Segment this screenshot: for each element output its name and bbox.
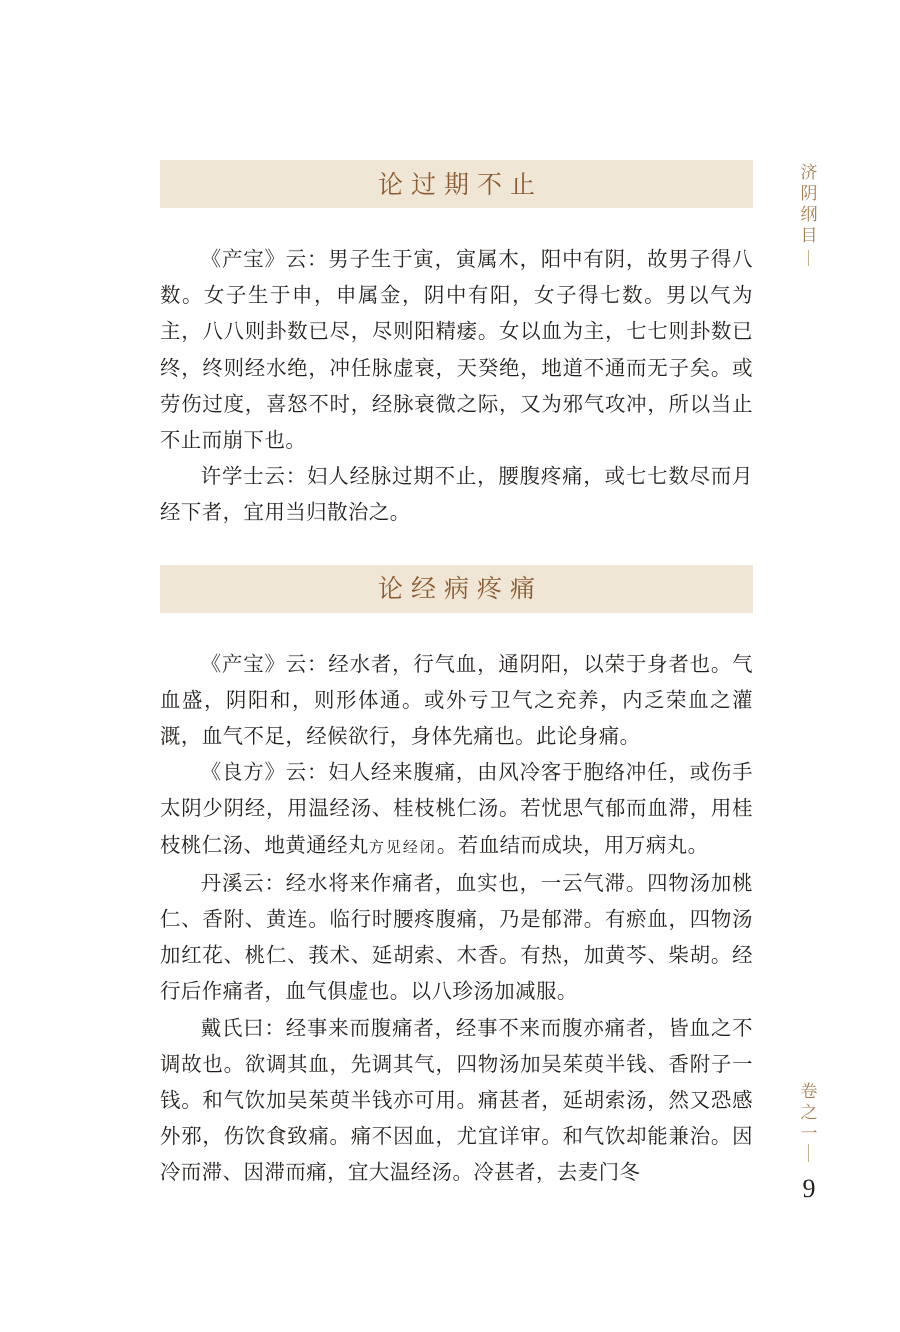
paragraph-with-note	[160, 754, 753, 865]
section-body	[160, 208, 753, 565]
book-title-char: 济	[800, 163, 818, 183]
volume-char: 一	[800, 1124, 818, 1144]
running-volume-label	[798, 1082, 820, 1145]
inline-note: 方见经闭	[368, 837, 437, 856]
paragraph: 《产宝》云：男子生于寅，寅属木，阳中有阴，故男子得八数。女子生于申，申属金，阴中有阳，女子得七数。男以气为主，八八则卦数已尽，尽则阳精痿。女以血为主，七七则卦数已终，终则经水绝，冲任脉虚衰，天癸绝，地道不通而无子矣。或劳伤过度，喜怒不时，经脉衰微之际，又为邪气攻冲，所以当止不止而崩下也。	[160, 247, 753, 453]
paragraph-text: 。若血结而成块，用万病丸。	[436, 832, 709, 857]
section-title: 论过期不止	[377, 169, 543, 199]
book-title-char: 阴	[800, 184, 818, 204]
book-title-char: 目	[800, 226, 818, 246]
section-heading-bar	[160, 565, 753, 613]
volume-char: 之	[800, 1103, 818, 1123]
section-guoqi-buzhi	[160, 160, 753, 565]
running-book-title	[798, 163, 820, 247]
side-divider	[808, 1144, 809, 1162]
paragraph: 戴氏曰：经事来而腹痛者，经事不来而腹亦痛者，皆血之不调故也。欲调其血，先调其气，四物汤加吴茱萸半钱、香附子一钱。和气饮加吴茱萸半钱亦可用。痛甚者，延胡索汤，然又恐感外邪，伤饮食致痛。痛不因血，尤宜详审。和气饮却能兼治。因冷而滞、因滞而痛，宜大温经汤。冷甚者，去麦门冬	[160, 1015, 753, 1185]
book-title-char: 纲	[800, 205, 818, 225]
paragraph: 丹溪云：经水将来作痛者，血实也，一云气滞。四物汤加桃仁、香附、黄连。临行时腰疼腹痛，乃是郁滞。有瘀血，四物汤加红花、桃仁、莪术、延胡索、木香。有热，加黄芩、柴胡。经行后作痛者，血气俱虚也。以八珍汤加减服。	[160, 870, 753, 1004]
paragraph: 许学士云：妇人经脉过期不止，腰腹疼痛，或七七数尽而月经下者，宜用当归散治之。	[160, 464, 753, 525]
section-heading-bar	[160, 160, 753, 208]
page-content	[160, 160, 753, 1191]
side-divider	[808, 250, 809, 266]
section-jingbing-tengtong	[160, 565, 753, 1191]
paragraph-text: 《良方》云：妇人经来腹痛，由风冷客于胞络冲任，或伤手太阴少阴经，用温经汤、桂枝桃仁汤。若忧思气郁而血滞，用桂枝桃仁汤、地黄通经丸	[160, 760, 753, 857]
paragraph: 《产宝》云：经水者，行气血，通阴阳，以荣于身者也。气血盛，阴阳和，则形体通。或外亏卫气之充养，内乏荣血之灌溉，血气不足，经候欲行，身体先痛也。此论身痛。	[160, 651, 753, 749]
section-title: 论经病疼痛	[377, 574, 543, 604]
page-number: 9	[802, 1174, 816, 1203]
section-body	[160, 613, 753, 1191]
volume-char: 卷	[800, 1082, 818, 1102]
